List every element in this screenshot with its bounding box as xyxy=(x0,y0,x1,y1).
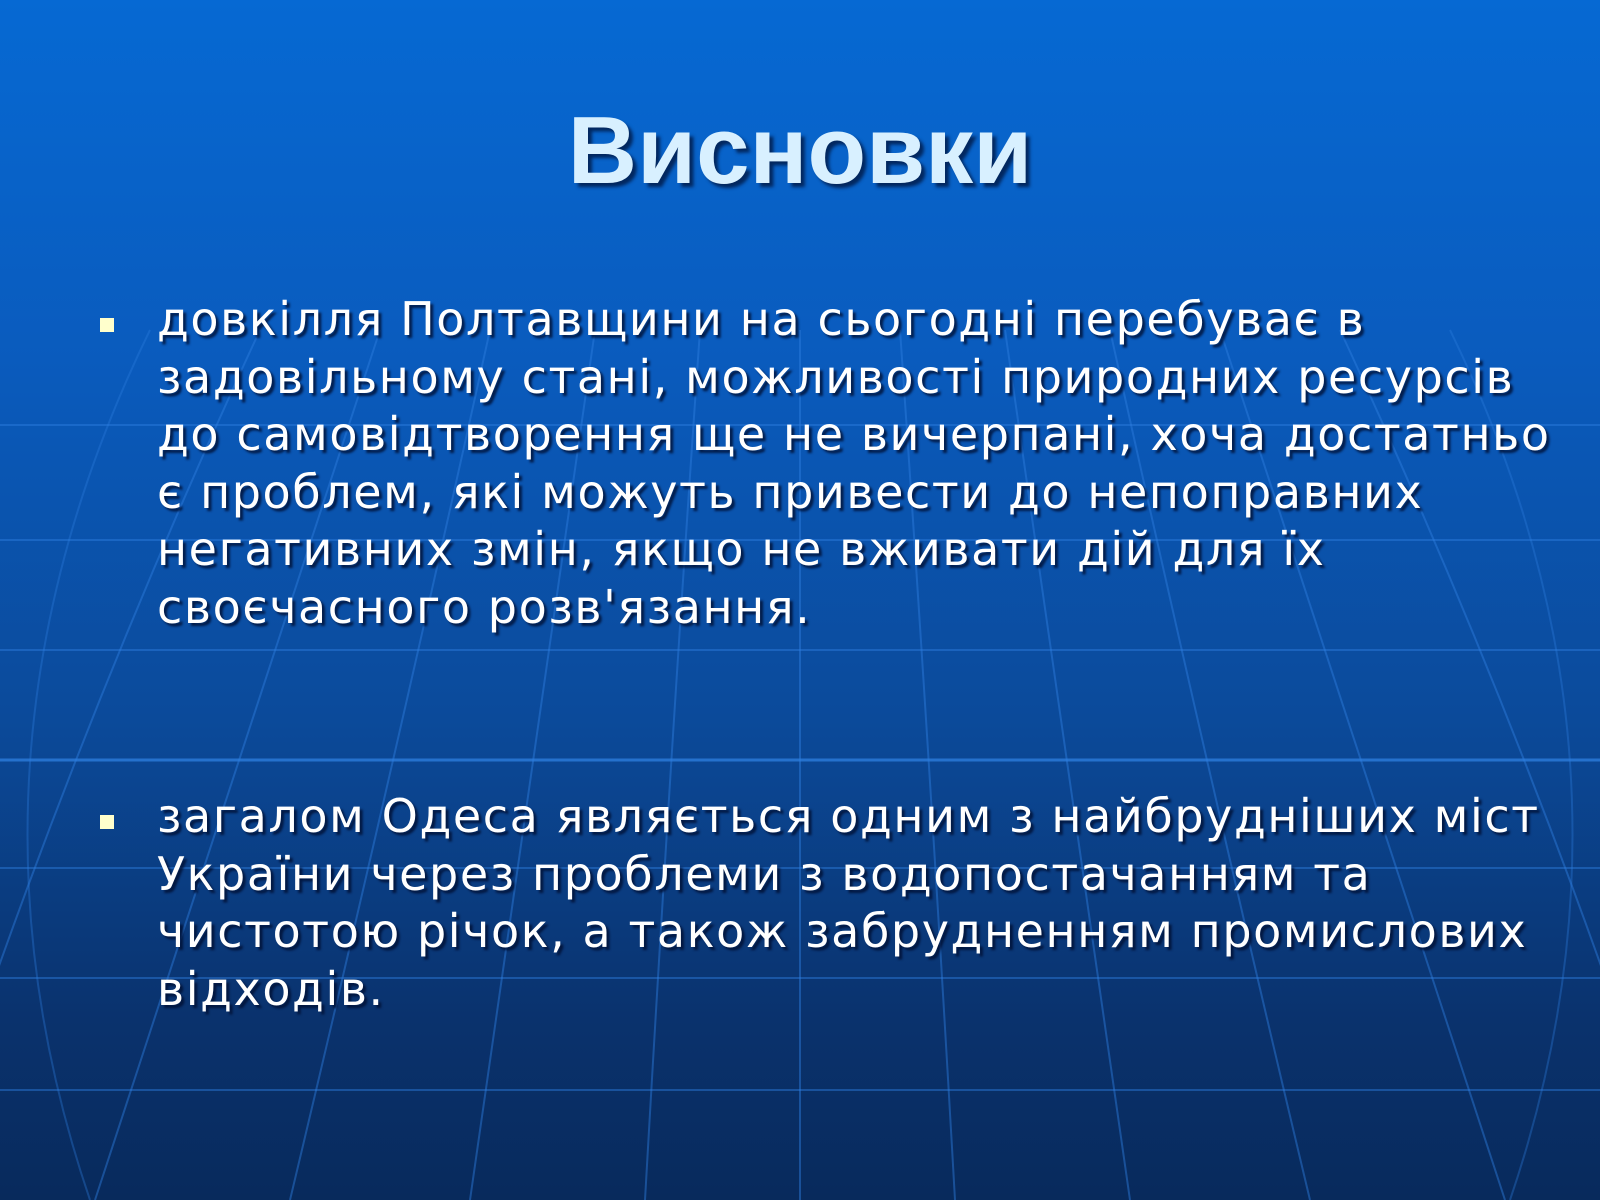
slide-title: Висновки xyxy=(567,97,1033,204)
bullet-item xyxy=(157,788,1557,1018)
bullet-text: загалом Одеса являється одним з найбрудніших міст України через проблеми з водопостачанням та чистотою річок, а також забрудненням промислових відходів. xyxy=(157,789,1540,1016)
bullet-item xyxy=(157,291,1557,636)
square-bullet-icon xyxy=(100,815,114,829)
square-bullet-icon xyxy=(100,318,114,332)
bullet-text: довкілля Полтавщини на сьогодні перебуває в задовільному стані, можливості природних ресурсів до самовідтворення ще не вичерпані, хоча достатньо є проблем, які можуть привести до непоправних негативних змін, якщо не вживати дій для їх своєчасного розв'язання. xyxy=(157,292,1551,634)
